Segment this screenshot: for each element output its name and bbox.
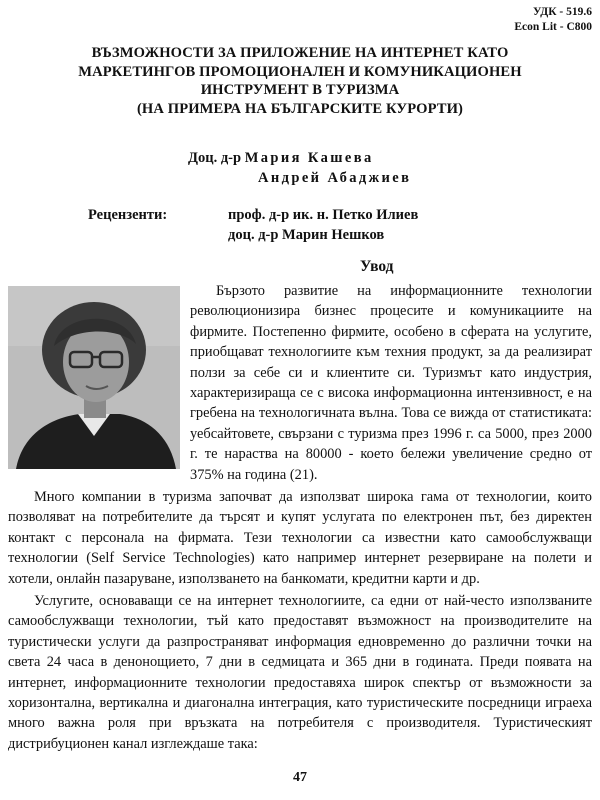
econlit-code: Econ Lit - C800 (514, 21, 592, 33)
paper-title (22, 44, 578, 118)
author-portrait-photo (8, 286, 180, 469)
classification-codes (514, 5, 592, 35)
reviewers-label: Рецензенти: (88, 207, 168, 223)
title-line: ИНСТРУМЕНТ В ТУРИЗМА (200, 82, 400, 98)
reviewer-1: проф. д-р ик. н. Петко Илиев (228, 207, 419, 223)
body-paragraph: Услугите, основаващи се на интернет технологиите, са едни от най-често използваните самообслужващи технологии, тъй като предоставят възможност на производителите на туристически услуги да разпространяват информация едновременно до различни точки на света 24 часа в денонощието, 7 дни в седмицата и 365 дни в годината. Преди появата на интернет, информационните технологии предоставяха широк спектър от възможности за хоризонтална, вертикална и диагонална интеграция, като туристическите посредници играеха много важна роля при връзката на потребителя с производителя. Туристическият дистрибуционен канал изглеждаше така: (8, 593, 592, 752)
section-heading-intro: Увод (360, 258, 394, 275)
page-number: 47 (293, 770, 307, 785)
intro-paragraph: Бързото развитие на информационните технологии революционизира бизнес процесите и комуникациите на фирмите. Постепенно фирмите, особено в сферата на услугите, приобщават технологиите към техния продукт, за да реализират ползи за себе си и клиентите си. Туризмът като индустрия, характеризираща се с висока информационна интензивност, е на гребена на технологичната вълна. Това се вижда от статистиката: уебсайтовете, свързани с туризма през 1996 г. са 5000, през 2000 г. те нараства на 80000 - което бележи увеличение средно от 375% на година (21). (190, 283, 592, 483)
udk-code: УДК - 519.6 (533, 6, 592, 18)
author-1-name: Мария Кашева (244, 150, 374, 166)
title-line: МАРКЕТИНГОВ ПРОМОЦИОНАЛЕН И КОМУНИКАЦИОНЕН (78, 63, 522, 80)
author-1 (188, 148, 374, 168)
title-line: (НА ПРИМЕРА НА БЪЛГАРСКИТЕ КУРОРТИ) (136, 100, 464, 117)
author-2-name: Андрей Абаджиев (258, 170, 412, 186)
reviewer-2: доц. д-р Марин Нешков (228, 227, 385, 243)
intro-text (190, 281, 592, 485)
title-line: ВЪЗМОЖНОСТИ ЗА ПРИЛОЖЕНИЕ НА ИНТЕРНЕТ КАТО (91, 45, 509, 61)
body-paragraph: Много компании в туризма започват да използват широка гама от технологии, които позволяват на потребителите да търсят и купят услугата по електронен път, без директен контакт с персонала на фирмата. Тези технологии са известни като самообслужващи технологии (Self Service Technologies) като например интернет резервиране на полети и хотели, онлайн пазаруване, използването на банкомати, кредитни карти и др. (8, 489, 592, 587)
author-1-title: Доц. д-р (188, 150, 242, 166)
portrait-icon (8, 286, 180, 469)
body-text (8, 487, 592, 756)
